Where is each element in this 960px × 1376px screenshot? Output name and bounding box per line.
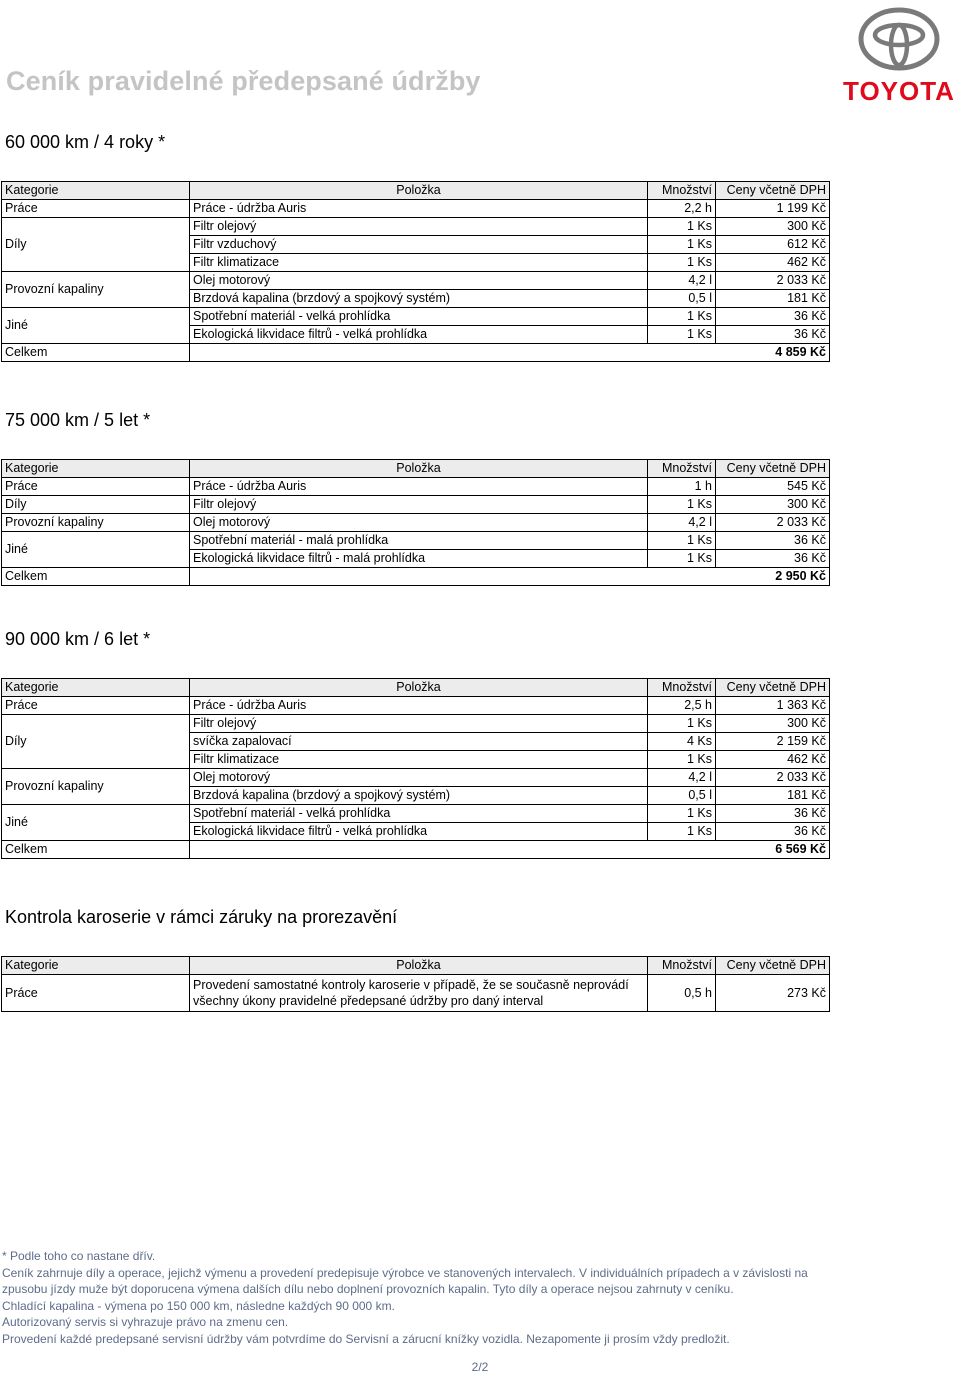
table-row: [2, 514, 830, 532]
total-row: [2, 841, 830, 859]
quantity-cell: 1 Ks: [648, 550, 716, 568]
table-75k: [1, 459, 830, 586]
table-row: [2, 697, 830, 715]
footer-notes: [2, 1248, 952, 1347]
table-bodywork: [1, 956, 830, 1012]
footer-note: Ceník zahrnuje díly a operace, jejichž výmenu a provedení predepisuje výrobce ve stanovených intervalech. V individuálních prípadech a v závislosti na: [2, 1265, 808, 1280]
item-cell: Spotřební materiál - malá prohlídka: [190, 532, 648, 550]
total-value: 2 950 Kč: [190, 568, 830, 586]
category-cell: Práce: [2, 975, 190, 1012]
category-cell: Díly: [2, 715, 190, 769]
item-cell: Filtr klimatizace: [190, 254, 648, 272]
section-75k-title: 75 000 km / 5 let *: [5, 410, 151, 430]
table-row: [2, 478, 830, 496]
category-cell: Práce: [2, 697, 190, 715]
table-row: [2, 218, 830, 236]
category-cell: Provozní kapaliny: [2, 769, 190, 805]
quantity-cell: 1 Ks: [648, 236, 716, 254]
section-60k-title: 60 000 km / 4 roky *: [5, 132, 166, 152]
brand-wordmark: TOYOTA: [843, 76, 955, 106]
footer-note: Autorizovaný servis si vyhrazuje právo na zmenu cen.: [2, 1315, 289, 1329]
category-cell: Díly: [2, 218, 190, 272]
table-row: [2, 715, 830, 733]
header-item: Položka: [190, 182, 648, 200]
category-cell: Provozní kapaliny: [2, 272, 190, 308]
category-cell: Práce: [2, 478, 190, 496]
price-cell: 181 Kč: [716, 290, 830, 308]
toyota-logo: [838, 2, 960, 106]
table-row: [2, 272, 830, 290]
quantity-cell: 4,2 l: [648, 769, 716, 787]
header-item: Položka: [190, 460, 648, 478]
price-cell: 36 Kč: [716, 550, 830, 568]
header-price: Ceny včetně DPH: [716, 957, 830, 975]
header-quantity: Množství: [648, 460, 716, 478]
quantity-cell: 4,2 l: [648, 514, 716, 532]
quantity-cell: 1 Ks: [648, 326, 716, 344]
header-quantity: Množství: [648, 957, 716, 975]
header-quantity: Množství: [648, 182, 716, 200]
category-cell: Jiné: [2, 532, 190, 568]
header-price: Ceny včetně DPH: [716, 460, 830, 478]
quantity-cell: 0,5 h: [648, 975, 716, 1012]
price-cell: 273 Kč: [716, 975, 830, 1012]
price-cell: 2 159 Kč: [716, 733, 830, 751]
item-cell: Ekologická likvidace filtrů - malá prohlídka: [190, 550, 648, 568]
quantity-cell: 1 Ks: [648, 254, 716, 272]
quantity-cell: 2,2 h: [648, 200, 716, 218]
price-cell: 545 Kč: [716, 478, 830, 496]
total-row: [2, 568, 830, 586]
table-header-row: [2, 679, 830, 697]
quantity-cell: 1 Ks: [648, 715, 716, 733]
table-row: [2, 496, 830, 514]
section-bodywork-title: Kontrola karoserie v rámci záruky na prorezavění: [5, 907, 398, 927]
page-title: Ceník pravidelné předepsané údržby: [6, 66, 481, 96]
price-cell: 36 Kč: [716, 805, 830, 823]
price-cell: 36 Kč: [716, 308, 830, 326]
price-cell: 1 199 Kč: [716, 200, 830, 218]
price-cell: 36 Kč: [716, 823, 830, 841]
quantity-cell: 1 Ks: [648, 532, 716, 550]
item-cell: Filtr klimatizace: [190, 751, 648, 769]
item-cell: Filtr olejový: [190, 218, 648, 236]
table-header-row: [2, 182, 830, 200]
price-cell: 1 363 Kč: [716, 697, 830, 715]
price-cell: 300 Kč: [716, 218, 830, 236]
quantity-cell: 0,5 l: [648, 787, 716, 805]
item-cell: Ekologická likvidace filtrů - velká prohlídka: [190, 823, 648, 841]
price-cell: 2 033 Kč: [716, 514, 830, 532]
item-cell: Práce - údržba Auris: [190, 697, 648, 715]
total-label: Celkem: [2, 568, 190, 586]
header-item: Položka: [190, 957, 648, 975]
item-cell: Spotřební materiál - velká prohlídka: [190, 308, 648, 326]
price-cell: 36 Kč: [716, 532, 830, 550]
price-cell: 300 Kč: [716, 715, 830, 733]
header-item: Položka: [190, 679, 648, 697]
total-label: Celkem: [2, 344, 190, 362]
table-60k: [1, 181, 830, 362]
price-cell: 2 033 Kč: [716, 272, 830, 290]
quantity-cell: 1 Ks: [648, 823, 716, 841]
footer-note: Provedení každé predepsané servisní údržby vám potvrdíme do Servisní a zárucní knížky vozidla. Nezapomente ji prosím vždy predložit.: [2, 1331, 730, 1346]
category-cell: Díly: [2, 496, 190, 514]
quantity-cell: 4 Ks: [648, 733, 716, 751]
item-cell: Filtr vzduchový: [190, 236, 648, 254]
table-header-row: [2, 957, 830, 975]
item-cell: Spotřební materiál - velká prohlídka: [190, 805, 648, 823]
quantity-cell: 1 Ks: [648, 805, 716, 823]
item-cell: Olej motorový: [190, 272, 648, 290]
table-row: [2, 805, 830, 823]
price-cell: 612 Kč: [716, 236, 830, 254]
item-line: všechny úkony pravidelné předepsané údržby pro daný interval: [193, 994, 544, 1008]
item-cell: Brzdová kapalina (brzdový a spojkový systém): [190, 290, 648, 308]
item-cell: Práce - údržba Auris: [190, 478, 648, 496]
header-category: Kategorie: [2, 460, 190, 478]
category-cell: Provozní kapaliny: [2, 514, 190, 532]
section-90k-title: 90 000 km / 6 let *: [5, 629, 151, 649]
header-category: Kategorie: [2, 679, 190, 697]
item-cell: svíčka zapalovací: [190, 733, 648, 751]
item-cell: Olej motorový: [190, 514, 648, 532]
table-row: [2, 769, 830, 787]
quantity-cell: 4,2 l: [648, 272, 716, 290]
price-cell: 36 Kč: [716, 326, 830, 344]
item-cell: Brzdová kapalina (brzdový a spojkový systém): [190, 787, 648, 805]
total-value: 6 569 Kč: [190, 841, 830, 859]
quantity-cell: 1 h: [648, 478, 716, 496]
footer-note: * Podle toho co nastane dřív.: [2, 1249, 156, 1263]
table-row: [2, 975, 830, 1012]
item-cell: Práce - údržba Auris: [190, 200, 648, 218]
quantity-cell: 1 Ks: [648, 751, 716, 769]
quantity-cell: 2,5 h: [648, 697, 716, 715]
category-cell: Jiné: [2, 805, 190, 841]
table-header-row: [2, 460, 830, 478]
header-category: Kategorie: [2, 957, 190, 975]
price-cell: 300 Kč: [716, 496, 830, 514]
table-row: [2, 532, 830, 550]
item-cell: [190, 975, 648, 1012]
item-cell: Filtr olejový: [190, 715, 648, 733]
item-cell: Ekologická likvidace filtrů - velká prohlídka: [190, 326, 648, 344]
quantity-cell: 0,5 l: [648, 290, 716, 308]
price-cell: 462 Kč: [716, 751, 830, 769]
table-row: [2, 308, 830, 326]
item-cell: Olej motorový: [190, 769, 648, 787]
quantity-cell: 1 Ks: [648, 308, 716, 326]
total-value: 4 859 Kč: [190, 344, 830, 362]
header-category: Kategorie: [2, 182, 190, 200]
footer-note: Chladící kapalina - výmena po 150 000 km, následne každých 90 000 km.: [2, 1298, 395, 1313]
quantity-cell: 1 Ks: [648, 218, 716, 236]
table-90k: [1, 678, 830, 859]
quantity-cell: 1 Ks: [648, 496, 716, 514]
header-price: Ceny včetně DPH: [716, 679, 830, 697]
category-cell: Jiné: [2, 308, 190, 344]
price-cell: 2 033 Kč: [716, 769, 830, 787]
table-row: [2, 200, 830, 218]
header-quantity: Množství: [648, 679, 716, 697]
header-price: Ceny včetně DPH: [716, 182, 830, 200]
price-cell: 181 Kč: [716, 787, 830, 805]
category-cell: Práce: [2, 200, 190, 218]
item-line: Provedení samostatné kontroly karoserie v případě, že se současně neprovádí: [193, 978, 629, 992]
footer-note: zpusobu jízdy muže být doporucena výmena dalších dílu nebo doplnení provozních kapalin. Tyto díly a operace nejsou zahrnuty v ceníku.: [2, 1282, 734, 1296]
page-number: 2/2: [471, 1360, 489, 1374]
price-cell: 462 Kč: [716, 254, 830, 272]
total-label: Celkem: [2, 841, 190, 859]
item-cell: Filtr olejový: [190, 496, 648, 514]
total-row: [2, 344, 830, 362]
